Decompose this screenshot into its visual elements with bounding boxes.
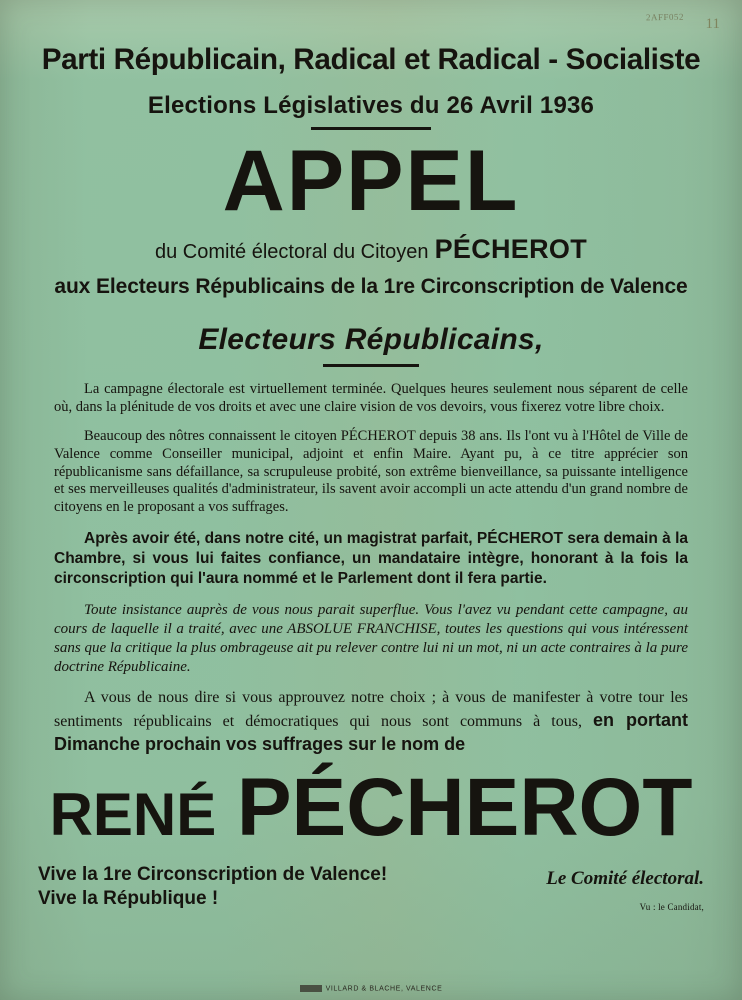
paragraph-1: La campagne électorale est virtuellement terminée. Quelques heures seulement nous séparent de celle où, dans la plénitude de vos droits et avec une claire vision de vos devoirs, vous fixerez votre libre choix. <box>54 381 688 415</box>
addressees-line: aux Electeurs Républicains de la 1re Circonscription de Valence <box>54 275 688 299</box>
poster-content <box>18 11 724 988</box>
candidate-last-name: PÉCHEROT <box>236 761 693 853</box>
election-subtitle: Elections Législatives du 26 Avril 1936 <box>147 91 595 119</box>
paragraph-5-emphasis: en portant Dimanche prochain vos suffrages sur le nom de <box>54 710 688 754</box>
paragraph-5 <box>54 688 688 756</box>
slogans <box>38 863 387 912</box>
party-title: Parti Républicain, Radical et Radical - Socialiste <box>41 43 701 76</box>
paragraph-2: Beaucoup des nôtres connaissent le citoyen PÉCHEROT depuis 38 ans. Ils l'ont vu à l'Hôtel de Ville de Valence comme Conseiller municipal, adjoint et enfin Maire. Ayant pu, à ce titre apprécier son républicanisme sans défaillance, sa scrupuleuse probité, son extrême bienveillance, sa puissante intelligence et ses merveilleuses qualités d'administrateur, ils savent avoir accompli un acte attendu d'un grand nombre de citoyens en le proposant a vos suffrages. <box>54 428 688 516</box>
slogan-line-2: Vive la République ! <box>38 888 219 910</box>
paragraph-3: Après avoir été, dans notre cité, un magistrat parfait, PÉCHEROT sera demain à la Chambre, si vous lui faites confiance, un mandataire intègre, honorant à la fois la circonscription qui l'aura nommé et le Parlement dont il fera partie. <box>54 529 688 587</box>
divider-rule-salutation <box>323 364 419 367</box>
archive-stamp: 2AFF052 <box>645 11 685 23</box>
archive-number: 11 <box>705 16 720 32</box>
paragraph-5-text: A vous de nous dire si vous approuvez notre choix ; à vous de manifester à votre tour les sentiments républicains et démocratiques qui nous sont communs à tous, <box>54 689 688 731</box>
divider-rule-top <box>311 127 431 130</box>
appeal-heading: APPEL <box>222 132 520 229</box>
salutation: Electeurs Républicains, <box>198 323 544 357</box>
signature-block <box>546 868 704 912</box>
signature-committee: Le Comité électoral. <box>546 868 704 889</box>
committee-candidate-name: PÉCHEROT <box>434 234 588 265</box>
poster-footer <box>32 863 710 912</box>
slogan-line-1: Vive la 1re Circonscription de Valence! <box>38 863 388 885</box>
committee-prefix: du Comité électoral du Citoyen <box>154 241 429 264</box>
printer-imprint <box>0 985 742 992</box>
paragraph-4: Toute insistance auprès de vous nous parait superflue. Vous l'avez vu pendant cette campagne, au cours de laquelle il a traité, avec une ABSOLUE FRANCHISE, toutes les questions qui vous intéressent sans que la critique la plus ombrageuse ait pu relever contre lui ni un mot, ni un acte contraires à la pure doctrine Républicaine. <box>54 602 688 675</box>
signature-candidate-seen: Vu : le Candidat, <box>639 902 704 912</box>
candidate-name <box>32 761 710 853</box>
committee-line <box>32 234 710 265</box>
body-text <box>32 381 710 757</box>
candidate-first-name: RENÉ <box>49 780 217 848</box>
printer-logo-icon <box>300 985 322 992</box>
printer-name: VILLARD & BLACHE, VALENCE <box>325 985 443 992</box>
